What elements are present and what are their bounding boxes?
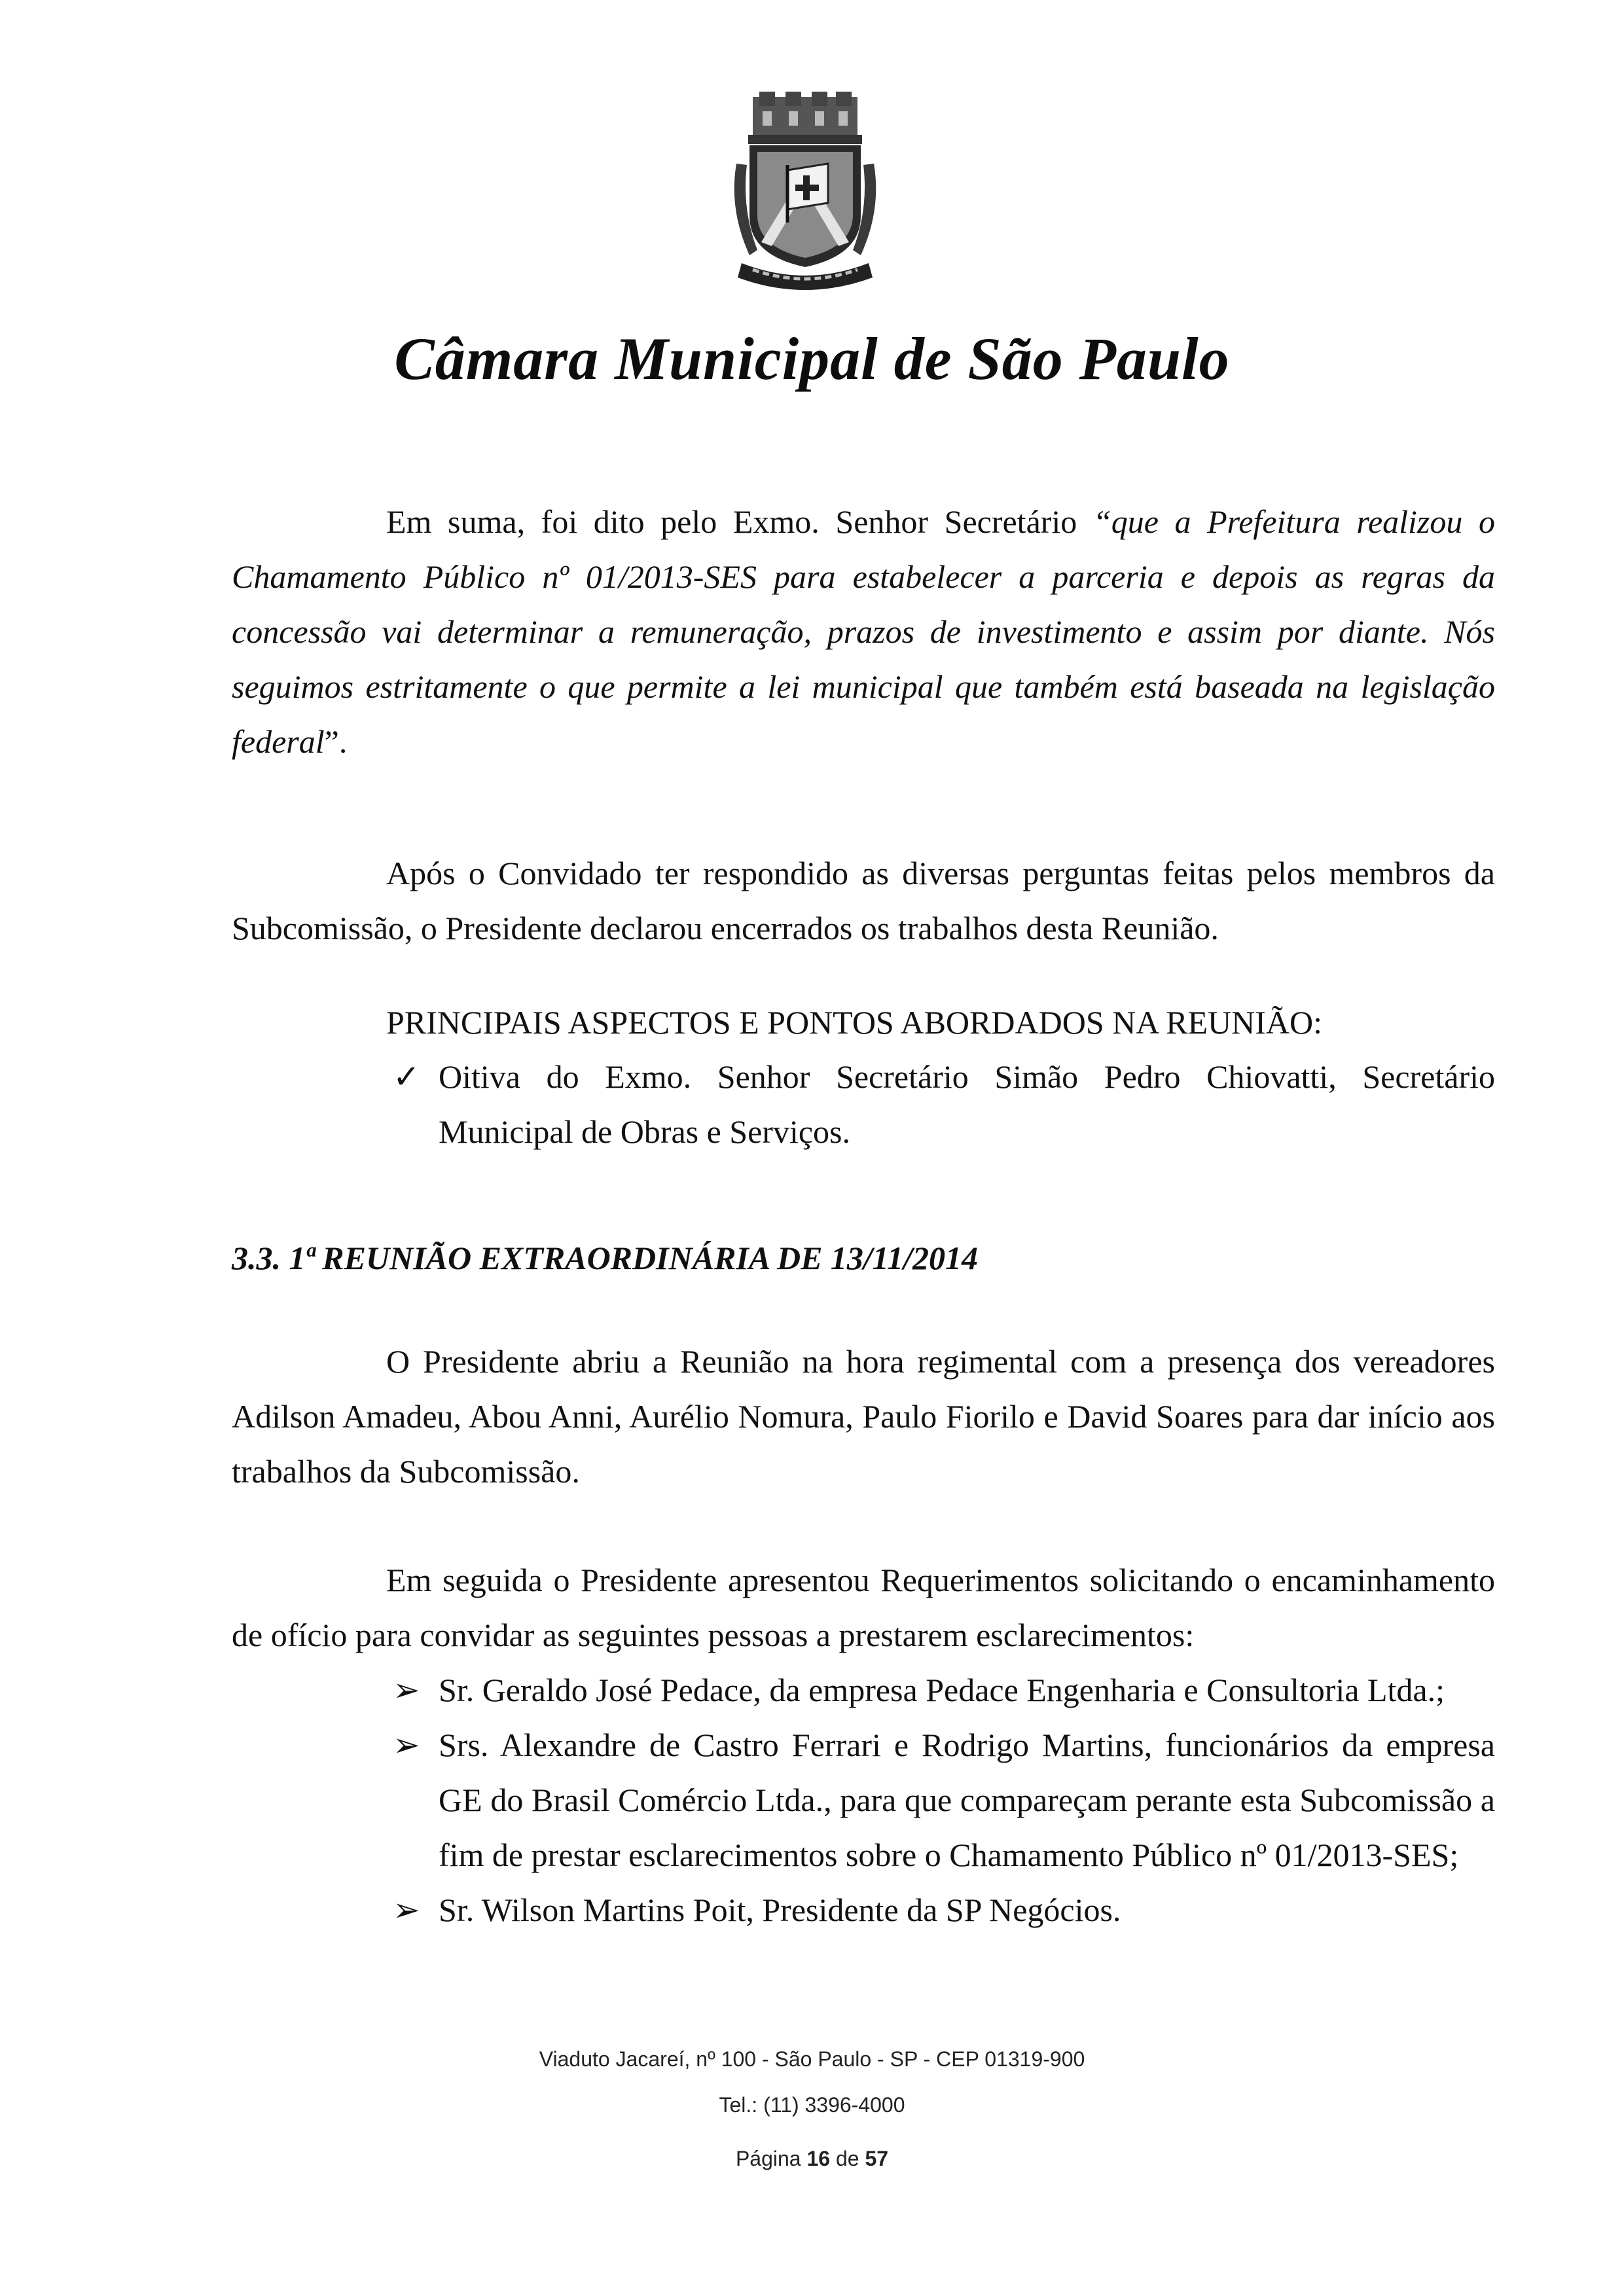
paragraph-text: O Presidente abriu a Reunião na hora regimental com a presença dos vereadores Adilson Amadeu, Abou Anni, Aurélio Nomura, Paulo Fiorilo e David Soares para dar início aos trabalhos da Subcomissão.	[232, 1343, 1495, 1490]
paragraph-secretary-statement	[232, 494, 1495, 769]
arrow-bullet-icon: ➢	[393, 1892, 420, 1928]
paragraph-lead: Em suma, foi dito pelo Exmo. Senhor Secretário	[386, 503, 1093, 540]
aspects-heading: PRINCIPAIS ASPECTOS E PONTOS ABORDADOS NA REUNIÃO:	[386, 1004, 1322, 1041]
aspects-item-text: Oitiva do Exmo. Senhor Secretário Simão Pedro Chiovatti, Secretário Municipal de Obras e Serviços.	[439, 1058, 1495, 1150]
secretary-quote: “que a Prefeitura realizou o Chamamento Público nº 01/2013-SES para estabelecer a parceria e depois as regras da concessão vai determinar a remuneração, prazos de investimento e assim por diante. Nós seguimos estritamente o que permite a lei municipal que também está baseada na legislação federal	[232, 503, 1495, 760]
paragraph-requests	[232, 1552, 1495, 1662]
total-pages: 57	[865, 2147, 889, 2170]
page-number	[0, 2147, 1624, 2171]
coat-of-arms-emblem	[723, 92, 887, 295]
paragraph-text: Em seguida o Presidente apresentou Requerimentos solicitando o encaminhamento de ofício para convidar as seguintes pessoas a prestarem esclarecimentos:	[232, 1562, 1495, 1653]
paragraph-text: Após o Convidado ter respondido as diversas perguntas feitas pelos membros da Subcomissão, o Presidente declarou encerrados os trabalhos desta Reunião.	[232, 855, 1495, 946]
footer-address: Viaduto Jacareí, nº 100 - São Paulo - SP - CEP 01319-900	[539, 2047, 1085, 2071]
current-page: 16	[806, 2147, 831, 2170]
footer-phone: Tel.: (11) 3396-4000	[719, 2093, 905, 2117]
chamber-title: Câmara Municipal de São Paulo	[394, 325, 1230, 392]
invitee-text: Srs. Alexandre de Castro Ferrari e Rodrigo Martins, funcionários da empresa GE do Brasil Comércio Ltda., para que compareçam perante esta Subcomissão a fim de prestar esclarecimentos sobre o Chamamento Público nº 01/2013-SES;	[439, 1727, 1495, 1873]
paragraph-meeting-opened	[232, 1334, 1495, 1499]
section-heading: 3.3. 1ª REUNIÃO EXTRAORDINÁRIA DE 13/11/2014	[232, 1240, 978, 1276]
arrow-bullet-icon: ➢	[393, 1727, 420, 1763]
invitee-text: Sr. Geraldo José Pedace, da empresa Pedace Engenharia e Consultoria Ltda.;	[439, 1672, 1445, 1708]
arrow-bullet-icon: ➢	[393, 1672, 420, 1708]
paragraph-meeting-closed	[232, 846, 1495, 956]
page-separator: de	[835, 2147, 859, 2170]
page-prefix: Página	[735, 2147, 801, 2170]
quote-close: ”.	[324, 723, 348, 760]
invitee-text: Sr. Wilson Martins Poit, Presidente da SP Negócios.	[439, 1892, 1121, 1928]
checkmark-icon: ✓	[393, 1058, 420, 1095]
